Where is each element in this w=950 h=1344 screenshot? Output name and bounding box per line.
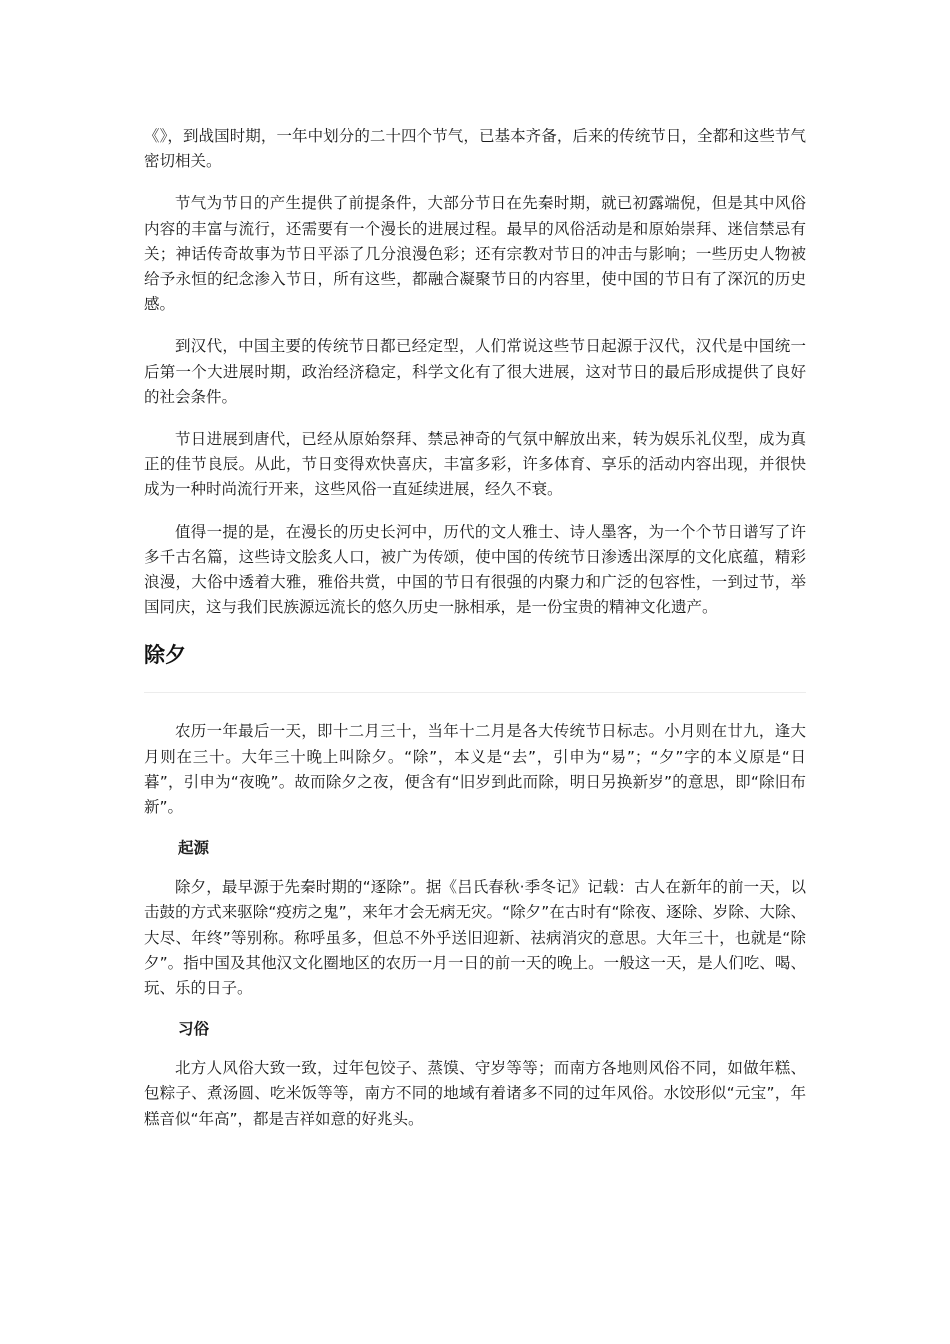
section-title: 除夕	[144, 643, 186, 668]
intro-paragraph: 到汉代，中国主要的传统节日都已经定型，人们常说这些节日起源于汉代，汉代是中国统一后第一个大进展时期，政治经济稳定，科学文化有了很大进展，这对节日的最后形成提供了良好的社会条件。	[144, 337, 806, 406]
subsection-paragraph-origin: 除夕，最早源于先秦时期的“逐除”。据《吕氏春秋·季冬记》记载：古人在新年的前一天，以击鼓的方式来驱除“疫疠之鬼”，来年才会无病无灾。“除夕”在古时有“除夜、逐除、岁除、大除、大尽、年终”等别称。称呼虽多，但总不外乎送旧迎新、祛病消灾的意思。大年三十，也就是“除夕”。指中国及其他汉文化圈地区的农历一月一日的前一天的晚上。一般这一天，是人们吃、喝、玩、乐的日子。	[144, 878, 806, 998]
intro-paragraph: 节气为节日的产生提供了前提条件，大部分节日在先秦时期，就已初露端倪，但是其中风俗内容的丰富与流行，还需要有一个漫长的进展过程。最早的风俗活动是和原始崇拜、迷信禁忌有关；神话传奇故事为节日平添了几分浪漫色彩；还有宗教对节日的冲击与影响；一些历史人物被给予永恒的纪念渗入节日，所有这些，都融合凝聚节日的内容里，使中国的节日有了深沉的历史感。	[144, 194, 806, 314]
intro-paragraph: 值得一提的是，在漫长的历史长河中，历代的文人雅士、诗人墨客，为一个个节日谱写了许多千古名篇，这些诗文脍炙人口，被广为传颂，使中国的传统节日渗透出深厚的文化底蕴，精彩浪漫，大俗中透着大雅，雅俗共赏，中国的节日有很强的内聚力和广泛的包容性，一到过节，举国同庆，这与我们民族源远流长的悠久历史一脉相承，是一份宝贵的精神文化遗产。	[144, 522, 806, 617]
subsection-heading-customs: 习俗	[178, 1020, 210, 1039]
section-intro-paragraph: 农历一年最后一天，即十二月三十，当年十二月是各大传统节日标志。小月则在廿九，逢大月则在三十。大年三十晚上叫除夕。“除”，本义是“去”，引申为“易”；“夕”字的本义原是“日暮”，引申为“夜晚”。故而除夕之夜，便含有“旧岁到此而除，明日另换新岁”的意思，即“除旧布新”。	[144, 722, 806, 817]
subsection-paragraph-customs: 北方人风俗大致一致，过年包饺子、蒸馍、守岁等等；而南方各地则风俗不同，如做年糕、包粽子、煮汤圆、吃米饭等等，南方不同的地域有着诸多不同的过年风俗。水饺形似“元宝”，年糕音似“年高”，都是吉祥如意的好兆头。	[144, 1059, 806, 1128]
intro-paragraph: 节日进展到唐代，已经从原始祭拜、禁忌神奇的气氛中解放出来，转为娱乐礼仪型，成为真正的佳节良辰。从此，节日变得欢快喜庆，丰富多彩，许多体育、享乐的活动内容出现，并很快成为一种时尚流行开来，这些风俗一直延续进展，经久不衰。	[144, 430, 806, 499]
document-body	[144, 124, 806, 1149]
intro-paragraph: 《》，到战国时期，一年中划分的二十四个节气，已基本齐备，后来的传统节日，全都和这些节气密切相关。	[144, 127, 806, 171]
subsection-heading-origin: 起源	[178, 839, 210, 858]
section-divider	[144, 692, 806, 693]
